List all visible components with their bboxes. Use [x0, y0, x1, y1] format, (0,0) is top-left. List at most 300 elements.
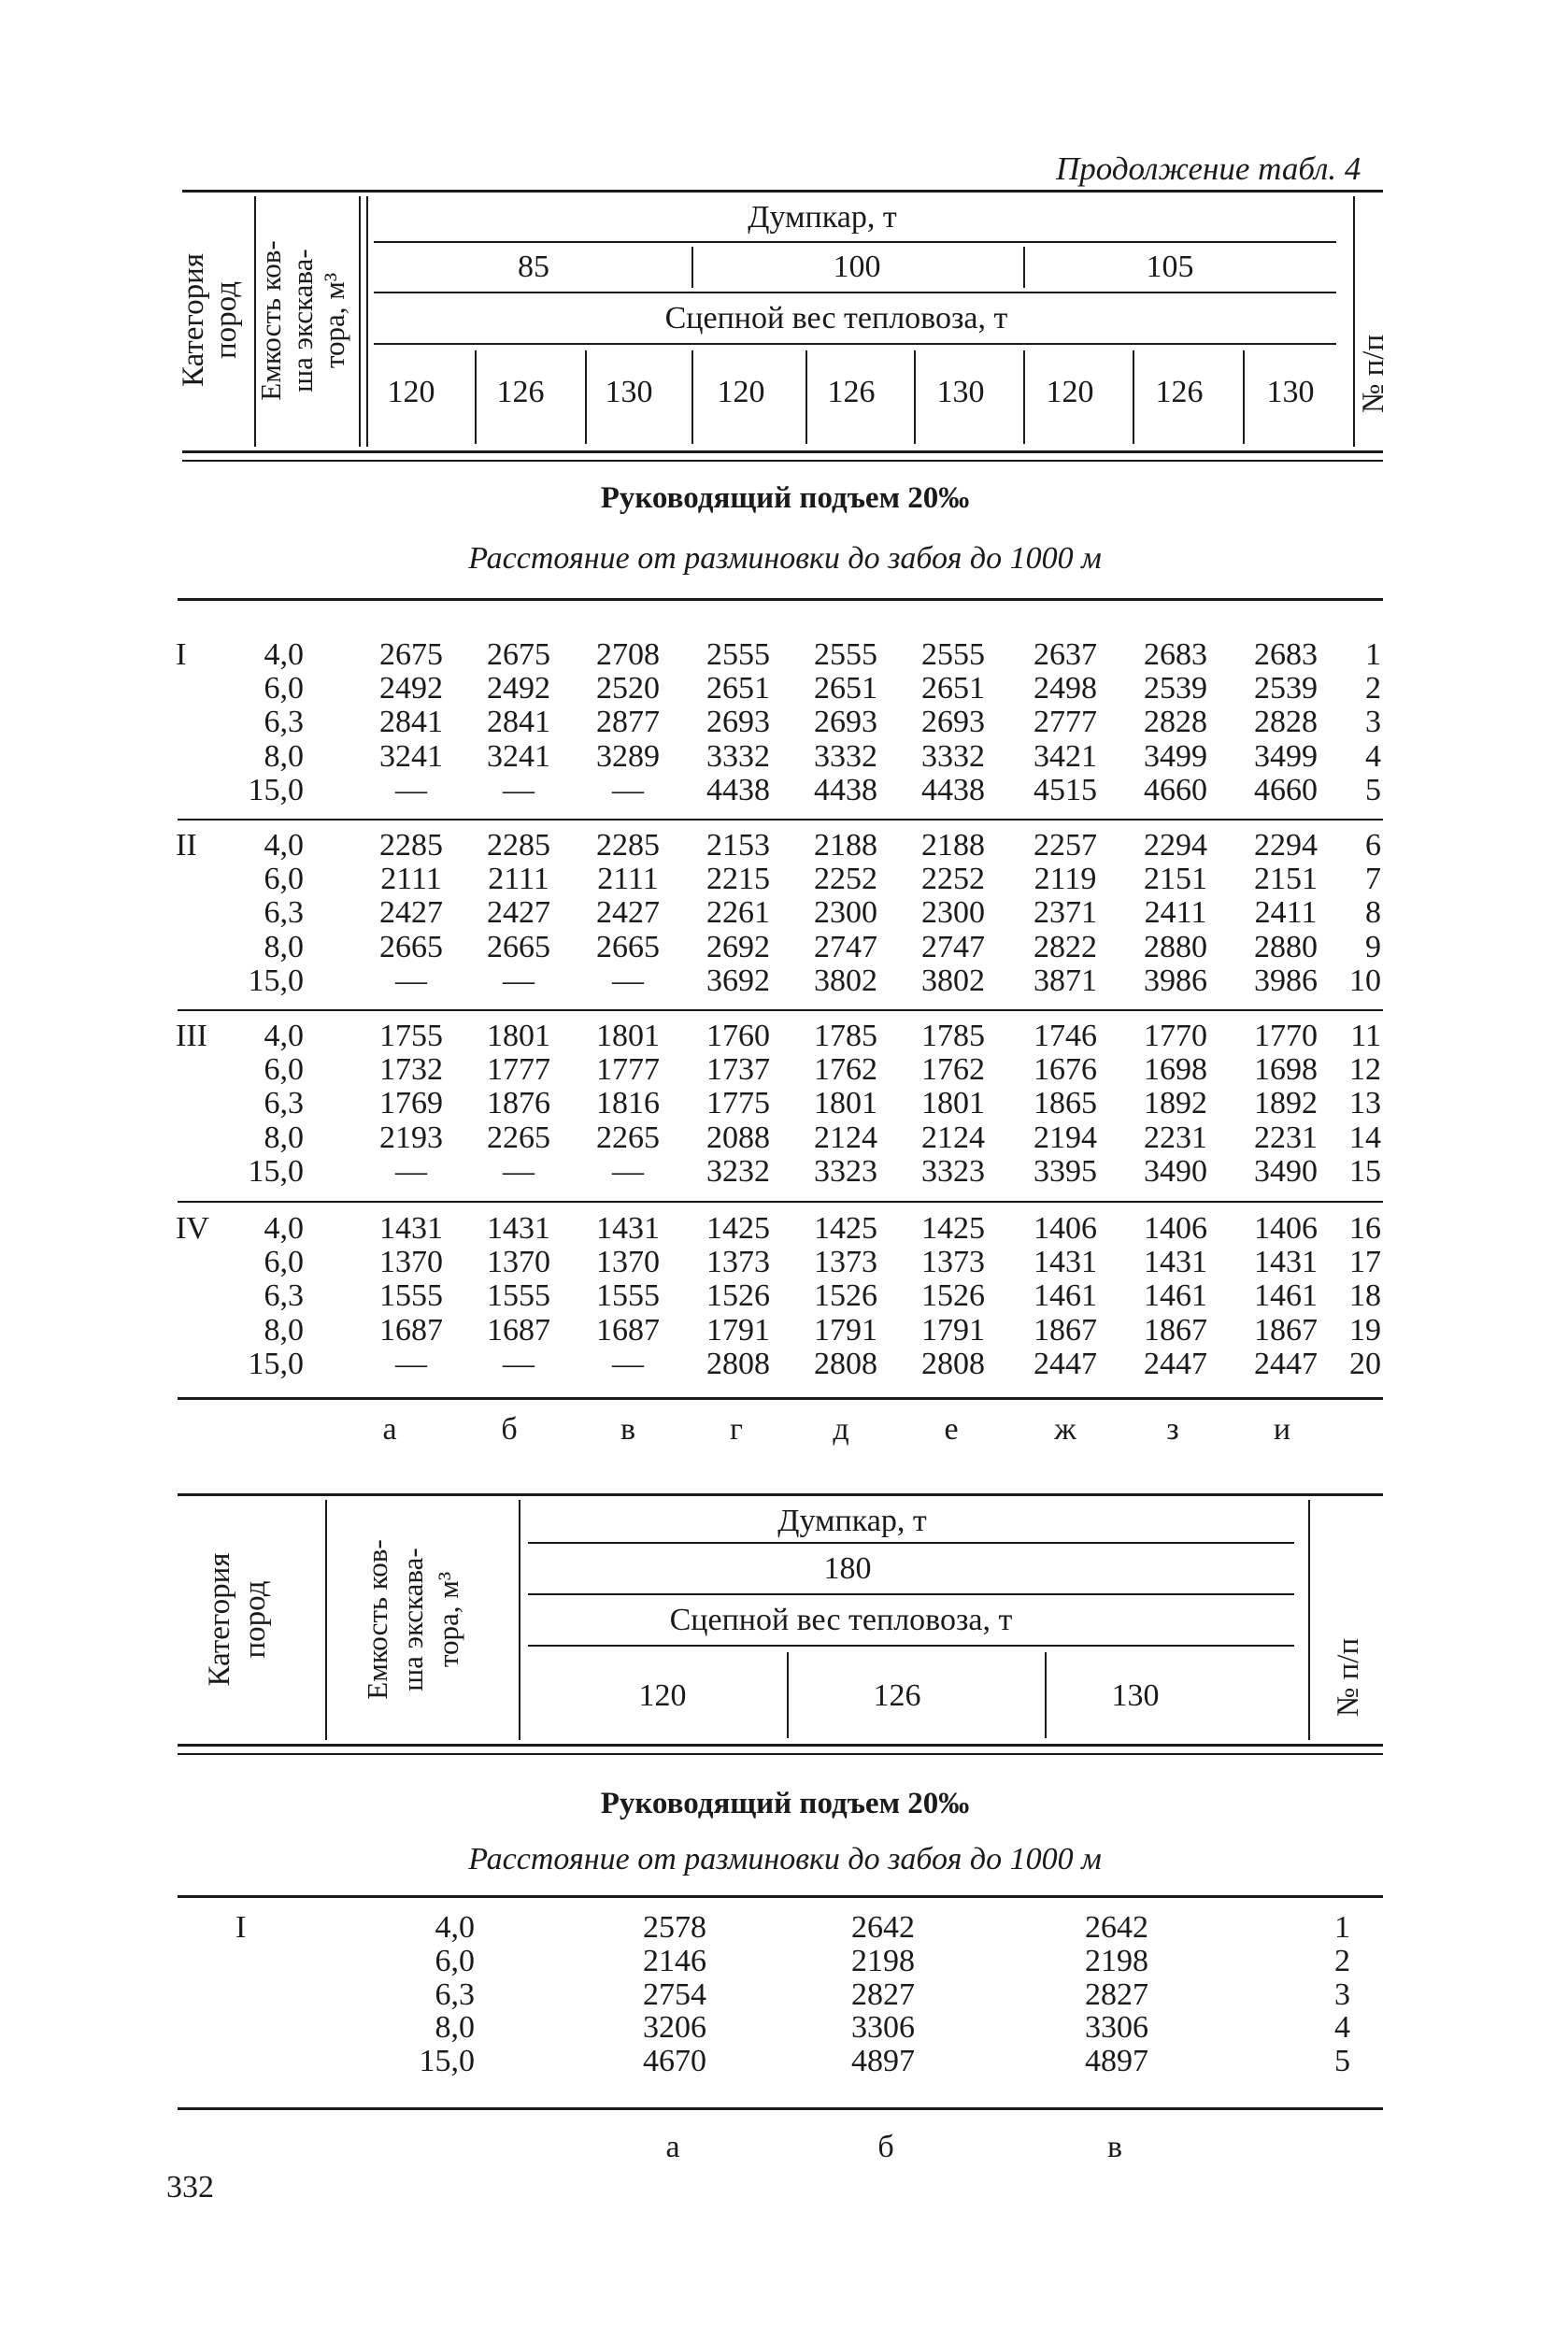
bucket-capacity: 6,3	[264, 1086, 304, 1121]
table-cell: 2747	[921, 929, 985, 964]
table-cell: 1769	[379, 1086, 443, 1121]
table-cell: 2708	[596, 637, 660, 672]
table-cell: 2642	[1085, 1910, 1148, 1945]
table-cell: 1762	[814, 1052, 877, 1088]
table-cell: 2300	[921, 895, 985, 931]
column-letter: а	[382, 1412, 397, 1447]
category-I: I	[176, 637, 187, 672]
table-cell: 3206	[643, 2010, 706, 2046]
table-cell: 2427	[379, 895, 443, 931]
table-cell: —	[395, 772, 427, 807]
table-cell: 1676	[1033, 1052, 1097, 1088]
bucket-capacity: 15,0	[248, 1346, 304, 1381]
bucket-capacity: 6,3	[264, 705, 304, 740]
table-cell: 3802	[814, 963, 877, 998]
table-cell: 2146	[643, 1943, 706, 1978]
table-cell: 1755	[379, 1019, 443, 1053]
table-cell: 3490	[1144, 1153, 1207, 1189]
table-cell: 4438	[921, 772, 985, 807]
table-cell: 2539	[1144, 671, 1207, 706]
table-cell: —	[395, 1346, 427, 1381]
table-cell: 3332	[814, 738, 877, 774]
table-cell: —	[395, 1153, 427, 1189]
table-cell: 2447	[1033, 1346, 1097, 1381]
table-cell: 2294	[1144, 828, 1207, 863]
table-cell: 1791	[921, 1312, 985, 1348]
row-number: 6	[1365, 828, 1381, 863]
bucket-capacity: 8,0	[264, 738, 304, 774]
table-cell: 1775	[706, 1086, 770, 1121]
table-cell: 3499	[1254, 738, 1318, 774]
table-cell: 1867	[1144, 1312, 1207, 1348]
table-cell: 1555	[379, 1278, 443, 1314]
table-cell: 2675	[487, 637, 550, 672]
section-subtitle-2: Расстояние от разминовки до забоя до 1000 м	[468, 1842, 1102, 1876]
loco-weight-3: 130	[1111, 1678, 1160, 1713]
table-cell: 2151	[1254, 862, 1318, 897]
table-cell: 2555	[706, 637, 770, 672]
table-cell: 2651	[921, 671, 985, 706]
table-cell: —	[612, 963, 644, 998]
table-cell: 1461	[1144, 1278, 1207, 1314]
table-cell: 1801	[596, 1019, 660, 1053]
table-cell: 2153	[706, 828, 770, 863]
bucket-capacity-header-line2: ша экскава-	[396, 1548, 429, 1691]
table-cell: 4438	[706, 772, 770, 807]
table-cell: 1760	[706, 1019, 770, 1053]
table-cell: —	[503, 772, 535, 807]
table-cell: 2285	[379, 828, 443, 863]
table-cell: 3499	[1144, 738, 1207, 774]
category-III: III	[176, 1019, 207, 1053]
table-cell: 2665	[379, 929, 443, 964]
row-number: 4	[1334, 2010, 1350, 2046]
table-cell: 1687	[379, 1312, 443, 1348]
dumpcar-105: 105	[1146, 250, 1194, 284]
table-cell: 4660	[1144, 772, 1207, 807]
table-cell: 1406	[1144, 1211, 1207, 1246]
table-cell: 4660	[1254, 772, 1318, 807]
table-cell: 2777	[1033, 705, 1097, 740]
table-cell: 2088	[706, 1120, 770, 1155]
bucket-capacity: 4,0	[264, 1211, 304, 1246]
table-cell: 2111	[380, 862, 442, 897]
table-cell: 1425	[921, 1211, 985, 1246]
table-cell: 2411	[1144, 895, 1207, 931]
dumpcar-100: 100	[833, 250, 881, 284]
table-cell: —	[612, 1346, 644, 1381]
category-header-line2: пород	[238, 1580, 272, 1659]
row-number: 15	[1349, 1153, 1381, 1189]
loco-weight-4: 120	[717, 375, 765, 409]
table-cell: 1801	[814, 1086, 877, 1121]
table-cell: 2642	[851, 1910, 915, 1945]
table-cell: 2198	[851, 1943, 915, 1978]
table-cell: 3871	[1033, 963, 1097, 998]
table-cell: 2651	[814, 671, 877, 706]
table-cell: 2252	[921, 862, 985, 897]
table-cell: 3395	[1033, 1153, 1097, 1189]
table-cell: 1555	[596, 1278, 660, 1314]
table-cell: 2194	[1033, 1120, 1097, 1155]
bucket-capacity: 8,0	[264, 1312, 304, 1348]
loco-weight-9: 130	[1266, 375, 1315, 409]
table-cell: 2371	[1033, 895, 1097, 931]
bucket-capacity: 6,0	[264, 671, 304, 706]
table-cell: 2124	[814, 1120, 877, 1155]
table-cell: 2151	[1144, 862, 1207, 897]
bucket-capacity: 6,0	[264, 862, 304, 897]
dumpcar-header: Думпкар, т	[748, 200, 897, 235]
table-cell: 2215	[706, 862, 770, 897]
category-header: Категория	[203, 1552, 236, 1687]
table-cell: 2124	[921, 1120, 985, 1155]
bucket-capacity: 6,3	[264, 895, 304, 931]
table-cell: 2447	[1254, 1346, 1318, 1381]
table-cell: 1732	[379, 1052, 443, 1088]
table-cell: 1425	[814, 1211, 877, 1246]
table-cell: 1791	[814, 1312, 877, 1348]
table-cell: 3241	[379, 738, 443, 774]
table-cell: 4670	[643, 2044, 706, 2079]
row-number: 19	[1349, 1312, 1381, 1348]
table-cell: 1785	[814, 1019, 877, 1053]
table-cell: 2808	[814, 1346, 877, 1381]
bucket-capacity: 6,0	[264, 1052, 304, 1088]
column-letter: д	[833, 1412, 849, 1447]
table-cell: 4438	[814, 772, 877, 807]
table-cell: 1555	[487, 1278, 550, 1314]
table-cell: 2520	[596, 671, 660, 706]
table-cell: —	[612, 1153, 644, 1189]
loco-weight-1: 120	[638, 1678, 687, 1713]
table-cell: 3323	[921, 1153, 985, 1189]
table-cell: 4897	[1085, 2044, 1148, 2079]
table-cell: 3232	[706, 1153, 770, 1189]
table-cell: 1526	[814, 1278, 877, 1314]
table-cell: 1801	[921, 1086, 985, 1121]
loco-weight-header: Сцепной вес тепловоза, т	[669, 1603, 1013, 1637]
table-cell: 1370	[596, 1245, 660, 1280]
table-cell: —	[503, 963, 535, 998]
bucket-capacity: 15,0	[248, 1153, 304, 1189]
table-cell: 2841	[487, 705, 550, 740]
row-number: 11	[1350, 1019, 1381, 1053]
table-cell: 3421	[1033, 738, 1097, 774]
table-cell: 3986	[1254, 963, 1318, 998]
table-cell: 2411	[1254, 895, 1318, 931]
column-letter: б	[501, 1412, 518, 1447]
table-cell: 2555	[814, 637, 877, 672]
section-title: Руководящий подъем 20‰	[600, 481, 970, 515]
table-cell: 2294	[1254, 828, 1318, 863]
row-number: 10	[1349, 963, 1381, 998]
table-cell: 2877	[596, 705, 660, 740]
table-cell: 1777	[596, 1052, 660, 1088]
table-cell: 3323	[814, 1153, 877, 1189]
table-cell: 3802	[921, 963, 985, 998]
table-cell: 2265	[487, 1120, 550, 1155]
bucket-capacity: 8,0	[435, 2010, 475, 2046]
dumpcar-85: 85	[518, 250, 549, 284]
table-cell: 2827	[1085, 1976, 1148, 2012]
table-cell: 1791	[706, 1312, 770, 1348]
loco-weight-8: 126	[1155, 375, 1204, 409]
row-number: 8	[1365, 895, 1381, 931]
table-cell: —	[612, 772, 644, 807]
table-cell: 3986	[1144, 963, 1207, 998]
bucket-capacity: 6,3	[264, 1278, 304, 1314]
bucket-capacity: 4,0	[435, 1910, 475, 1945]
table-cell: 3332	[921, 738, 985, 774]
bucket-capacity: 15,0	[248, 772, 304, 807]
table-cell: 2119	[1033, 862, 1097, 897]
table-cell: 2111	[597, 862, 659, 897]
bucket-capacity-header-line2: ша экскава-	[286, 249, 319, 392]
table-cell: 2841	[379, 705, 443, 740]
table-cell: 1698	[1254, 1052, 1318, 1088]
bucket-capacity: 15,0	[419, 2044, 475, 2079]
table-cell: 2665	[596, 929, 660, 964]
table-cell: 2188	[921, 828, 985, 863]
table-cell: 3289	[596, 738, 660, 774]
dumpcar-180: 180	[823, 1551, 872, 1586]
table-cell: 1687	[487, 1312, 550, 1348]
bucket-capacity: 15,0	[248, 963, 304, 998]
table-cell: 2880	[1254, 929, 1318, 964]
section-title-2: Руководящий подъем 20‰	[600, 1787, 970, 1820]
table-cell: 2692	[706, 929, 770, 964]
loco-weight-2: 126	[873, 1678, 921, 1713]
table-cell: 2447	[1144, 1346, 1207, 1381]
table-cell: 2492	[487, 671, 550, 706]
bucket-capacity-header-line3: тора, м³	[432, 1571, 464, 1668]
table-cell: 2492	[379, 671, 443, 706]
table-cell: 1777	[487, 1052, 550, 1088]
table-cell: 1406	[1033, 1211, 1097, 1246]
table-cell: 2188	[814, 828, 877, 863]
table-cell: 1770	[1254, 1019, 1318, 1053]
table-cell: 2828	[1144, 705, 1207, 740]
table-cell: 1373	[814, 1245, 877, 1280]
table-cell: 2651	[706, 671, 770, 706]
table-cell: 2665	[487, 929, 550, 964]
category-header-line2: пород	[209, 281, 243, 359]
table-cell: 1431	[1033, 1245, 1097, 1280]
table-cell: 1526	[921, 1278, 985, 1314]
table-cell: 2300	[814, 895, 877, 931]
table-cell: 1373	[706, 1245, 770, 1280]
table-cell: 2285	[596, 828, 660, 863]
row-number: 20	[1349, 1346, 1381, 1381]
column-letter: ж	[1054, 1412, 1076, 1447]
table-cell: 2498	[1033, 671, 1097, 706]
row-number: 1	[1365, 637, 1381, 672]
table-cell: 2808	[706, 1346, 770, 1381]
table-cell: 4897	[851, 2044, 915, 2079]
loco-weight-3: 130	[605, 375, 653, 409]
row-number: 17	[1349, 1245, 1381, 1280]
column-letter: б	[877, 2130, 894, 2164]
row-number: 16	[1349, 1211, 1381, 1246]
table-cell: 3490	[1254, 1153, 1318, 1189]
dumpcar-header: Думпкар, т	[777, 1504, 927, 1538]
table-cell: 1431	[1254, 1245, 1318, 1280]
row-number: 9	[1365, 929, 1381, 964]
loco-weight-6: 130	[936, 375, 985, 409]
table-cell: 1431	[596, 1211, 660, 1246]
table-cell: 2261	[706, 895, 770, 931]
table-cell: 1867	[1254, 1312, 1318, 1348]
bucket-capacity: 8,0	[264, 1120, 304, 1155]
table-cell: 2285	[487, 828, 550, 863]
table-cell: 1406	[1254, 1211, 1318, 1246]
table-cell: 1785	[921, 1019, 985, 1053]
table-cell: 2427	[487, 895, 550, 931]
row-number: 2	[1365, 671, 1381, 706]
table-cell: 2683	[1144, 637, 1207, 672]
table-cell: 1762	[921, 1052, 985, 1088]
table-cell: 2693	[921, 705, 985, 740]
row-number: 12	[1349, 1052, 1381, 1088]
table-cell: 1425	[706, 1211, 770, 1246]
table-cell: 1461	[1033, 1278, 1097, 1314]
table-cell: 2539	[1254, 671, 1318, 706]
table-cell: 1892	[1144, 1086, 1207, 1121]
table-cell: 3306	[1085, 2010, 1148, 2046]
table-cell: 2193	[379, 1120, 443, 1155]
table-cell: 1737	[706, 1052, 770, 1088]
table-cell: 1370	[379, 1245, 443, 1280]
table-cell: —	[503, 1346, 535, 1381]
row-number: 1	[1334, 1910, 1350, 1945]
bucket-capacity-header-line3: тора, м³	[318, 272, 350, 369]
table-cell: 2111	[488, 862, 549, 897]
bucket-capacity: 4,0	[264, 1019, 304, 1053]
table-cell: 3241	[487, 738, 550, 774]
table-cell: 2637	[1033, 637, 1097, 672]
table-cell: 1373	[921, 1245, 985, 1280]
bucket-capacity-header: Емкость ков-	[254, 240, 287, 401]
bucket-capacity: 4,0	[264, 637, 304, 672]
table-cell: 1876	[487, 1086, 550, 1121]
table-cell: 2822	[1033, 929, 1097, 964]
table-cell: 3332	[706, 738, 770, 774]
table-cell: 2252	[814, 862, 877, 897]
table-cell: 2257	[1033, 828, 1097, 863]
loco-weight-2: 126	[496, 375, 545, 409]
table-cell: 2555	[921, 637, 985, 672]
category-header: Категория	[177, 253, 210, 387]
column-letter: и	[1273, 1412, 1291, 1447]
table-continuation-note: Продолжение табл. 4	[1056, 150, 1361, 187]
row-number: 2	[1334, 1943, 1350, 1978]
table-cell: 2683	[1254, 637, 1318, 672]
bucket-capacity: 6,3	[435, 1976, 475, 2012]
table-cell: 1770	[1144, 1019, 1207, 1053]
loco-weight-7: 120	[1046, 375, 1094, 409]
table-cell: 2880	[1144, 929, 1207, 964]
table-cell: 2808	[921, 1346, 985, 1381]
row-number: 5	[1365, 772, 1381, 807]
table-cell: 2198	[1085, 1943, 1148, 1978]
row-number: 18	[1349, 1278, 1381, 1314]
loco-weight-5: 126	[827, 375, 876, 409]
loco-weight-header: Сцепной вес тепловоза, т	[664, 301, 1008, 335]
table-cell: 3692	[706, 963, 770, 998]
column-letter: в	[620, 1412, 636, 1447]
page-number: 332	[166, 2170, 214, 2204]
section-subtitle: Расстояние от разминовки до забоя до 1000 м	[468, 541, 1102, 576]
bucket-capacity-header: Емкость ков-	[361, 1539, 393, 1700]
table-cell: 1746	[1033, 1019, 1097, 1053]
table-cell: 1461	[1254, 1278, 1318, 1314]
category-I: I	[235, 1910, 247, 1945]
table-cell: 1370	[487, 1245, 550, 1280]
table-cell: 2693	[706, 705, 770, 740]
table-cell: 4515	[1033, 772, 1097, 807]
table-cell: 1431	[1144, 1245, 1207, 1280]
table-cell: 2578	[643, 1910, 706, 1945]
table-cell: 2231	[1254, 1120, 1318, 1155]
column-letter: г	[730, 1412, 743, 1447]
table-cell: —	[395, 963, 427, 998]
bucket-capacity: 8,0	[264, 929, 304, 964]
row-number: 3	[1365, 705, 1381, 740]
table-cell: 1698	[1144, 1052, 1207, 1088]
category-IV: IV	[176, 1211, 209, 1246]
table-cell: 1892	[1254, 1086, 1318, 1121]
table-cell: 2747	[814, 929, 877, 964]
table-cell: 2693	[814, 705, 877, 740]
table-cell: 3306	[851, 2010, 915, 2046]
column-letter: а	[665, 2130, 680, 2164]
table-cell: 1526	[706, 1278, 770, 1314]
table-cell: 1431	[379, 1211, 443, 1246]
table-cell: 1801	[487, 1019, 550, 1053]
table-cell: 2427	[596, 895, 660, 931]
row-number: 13	[1349, 1086, 1381, 1121]
table-cell: 1431	[487, 1211, 550, 1246]
bucket-capacity: 4,0	[264, 828, 304, 863]
column-letter: в	[1106, 2130, 1123, 2164]
column-letter: з	[1166, 1412, 1179, 1447]
table-cell: 1865	[1033, 1086, 1097, 1121]
row-number: 3	[1334, 1976, 1350, 2012]
table-cell: 1816	[596, 1086, 660, 1121]
table-cell: 2827	[851, 1976, 915, 2012]
table-cell: 2231	[1144, 1120, 1207, 1155]
table-cell: 2675	[379, 637, 443, 672]
column-letter: е	[944, 1412, 959, 1447]
row-number-header: № п/п	[1332, 1637, 1365, 1718]
table-cell: 2828	[1254, 705, 1318, 740]
row-number: 5	[1334, 2044, 1350, 2079]
bucket-capacity: 6,0	[264, 1245, 304, 1280]
row-number: 7	[1365, 862, 1381, 897]
table-cell: 1687	[596, 1312, 660, 1348]
table-cell: 1867	[1033, 1312, 1097, 1348]
table-cell: 2265	[596, 1120, 660, 1155]
bucket-capacity: 6,0	[435, 1943, 475, 1978]
loco-weight-1: 120	[387, 375, 435, 409]
category-II: II	[176, 828, 197, 863]
table-cell: 2754	[643, 1976, 706, 2012]
row-number: 14	[1349, 1120, 1381, 1155]
table-cell: —	[503, 1153, 535, 1189]
row-number: 4	[1365, 738, 1381, 774]
row-number-header: № п/п	[1357, 334, 1390, 414]
